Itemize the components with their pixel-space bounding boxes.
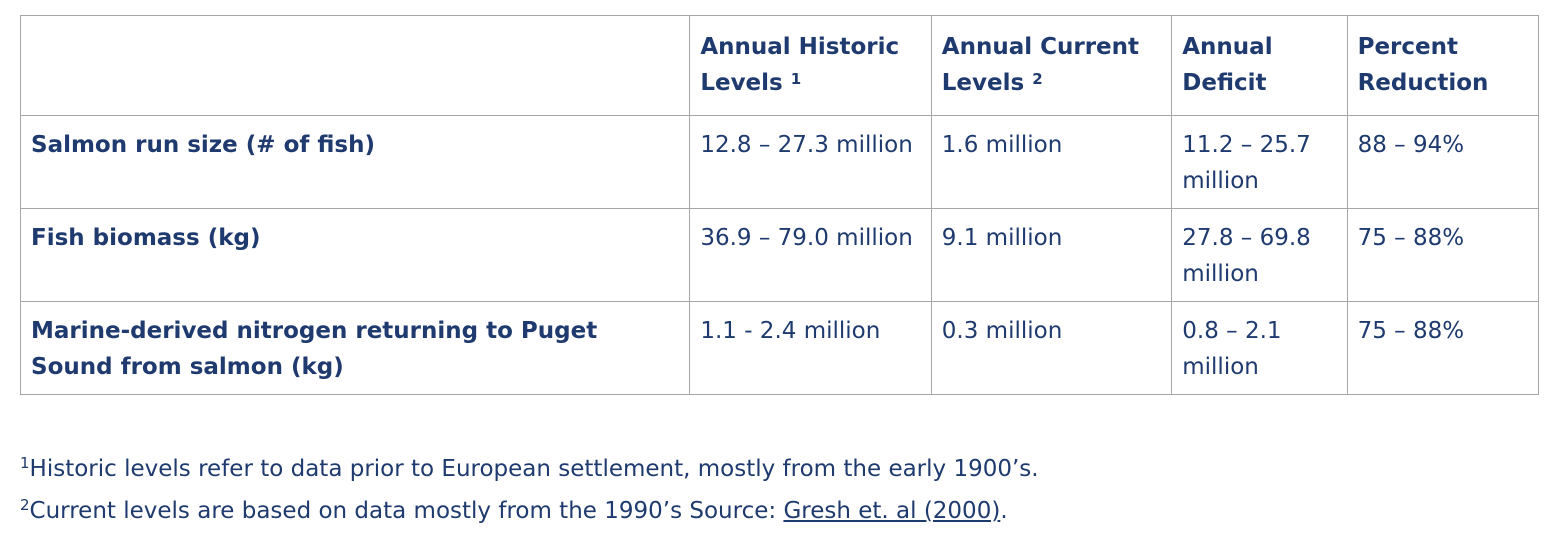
table-row bbox=[21, 302, 1539, 395]
footnote-1-marker: 1 bbox=[20, 454, 30, 472]
footnote-marker-2: 2 bbox=[1032, 70, 1043, 88]
row-label: Marine-derived nitrogen returning to Puget Sound from salmon (kg) bbox=[21, 302, 690, 395]
footnote-1-text: Historic levels refer to data prior to European settlement, mostly from the early 1900’s. bbox=[29, 456, 1039, 482]
header-deficit: Annual Deficit bbox=[1172, 16, 1347, 116]
table-row bbox=[21, 209, 1539, 302]
source-link[interactable]: Gresh et. al (2000) bbox=[783, 498, 1001, 524]
current-cell: 1.6 million bbox=[931, 116, 1171, 209]
row-label: Salmon run size (# of fish) bbox=[21, 116, 690, 209]
row-label: Fish biomass (kg) bbox=[21, 209, 690, 302]
deficit-cell: 27.8 – 69.8 million bbox=[1172, 209, 1347, 302]
header-current-text: Annual Current Levels bbox=[941, 34, 1140, 96]
table-row bbox=[21, 116, 1539, 209]
reduction-cell: 88 – 94% bbox=[1347, 116, 1538, 209]
footnote-2 bbox=[20, 490, 1039, 532]
footnote-2-text: Current levels are based on data mostly from the 1990’s Source: bbox=[29, 498, 784, 524]
footnote-marker-1: 1 bbox=[790, 70, 802, 88]
reduction-cell: 75 – 88% bbox=[1347, 302, 1538, 395]
historic-cell: 36.9 – 79.0 million bbox=[690, 209, 931, 302]
footnote-1 bbox=[20, 448, 1039, 490]
header-historic-text: Annual Historic Levels bbox=[700, 34, 900, 96]
current-cell: 0.3 million bbox=[931, 302, 1171, 395]
salmon-data-table bbox=[20, 15, 1539, 395]
footnote-2-end: . bbox=[1000, 498, 1008, 524]
reduction-cell: 75 – 88% bbox=[1347, 209, 1538, 302]
deficit-cell: 11.2 – 25.7 million bbox=[1172, 116, 1347, 209]
footnote-2-marker: 2 bbox=[20, 496, 30, 514]
historic-cell: 1.1 - 2.4 million bbox=[690, 302, 931, 395]
deficit-cell: 0.8 – 2.1 million bbox=[1172, 302, 1347, 395]
header-label bbox=[21, 16, 690, 116]
historic-cell: 12.8 – 27.3 million bbox=[690, 116, 931, 209]
footnotes bbox=[20, 448, 1039, 532]
header-historic bbox=[690, 16, 931, 116]
header-reduction: Percent Reduction bbox=[1347, 16, 1538, 116]
current-cell: 9.1 million bbox=[931, 209, 1171, 302]
header-current bbox=[931, 16, 1171, 116]
table-header-row bbox=[21, 16, 1539, 116]
